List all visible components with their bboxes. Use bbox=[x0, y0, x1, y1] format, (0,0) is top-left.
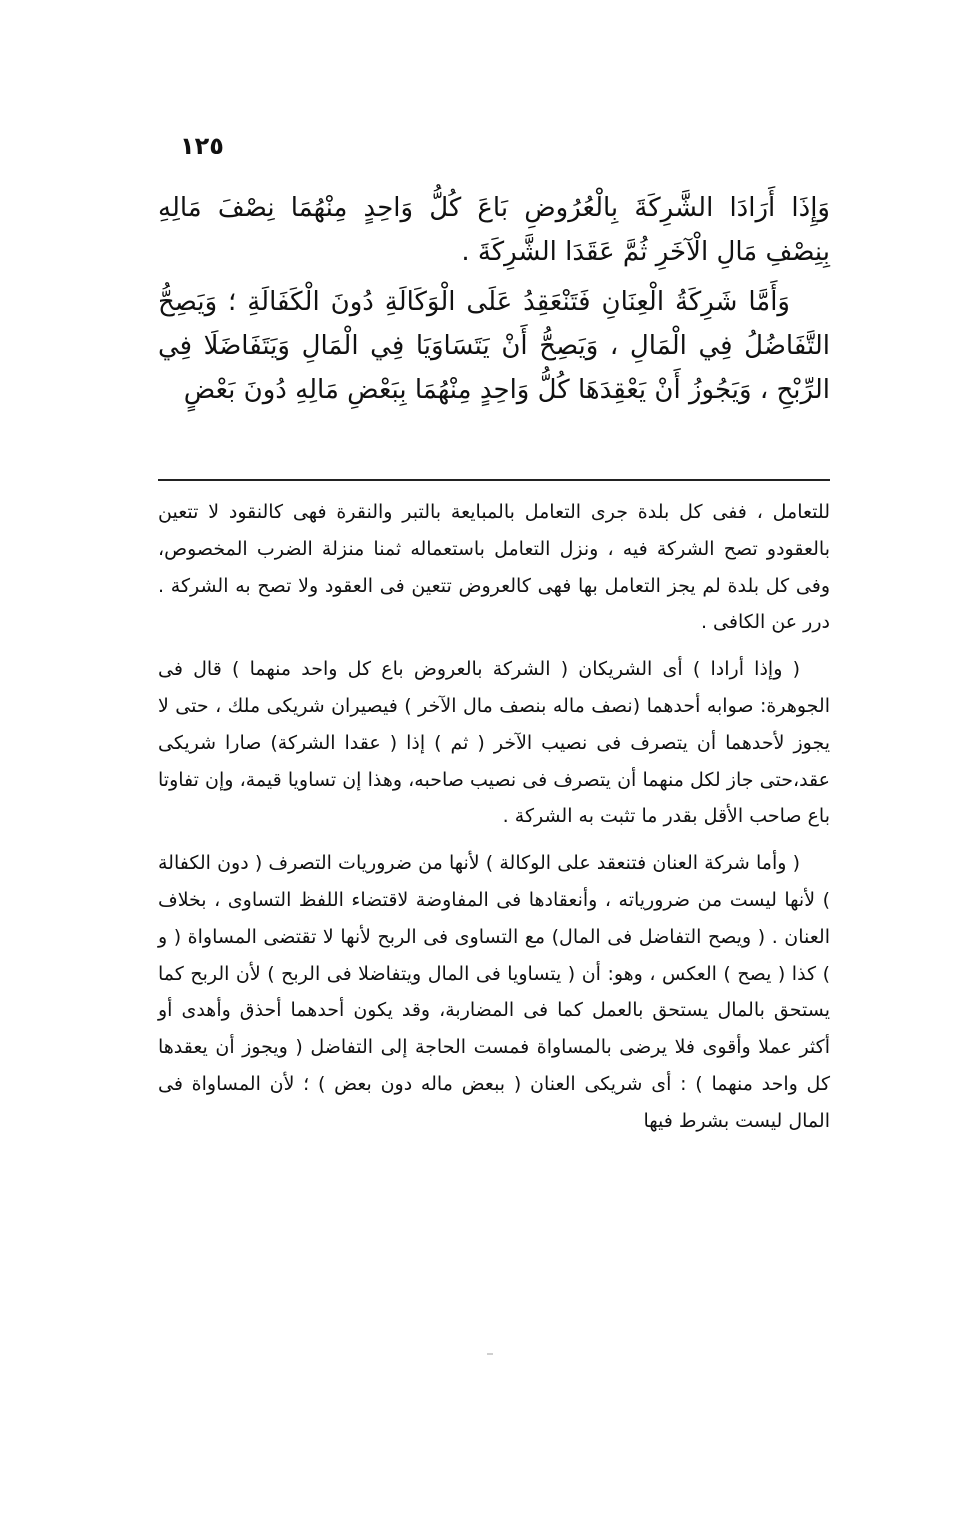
matn-paragraph-1: وَإِذَا أَرَادَا الشَّرِكَةَ بِالْعُرُوضِ بَاعَ كُلُّ وَاحِدٍ مِنْهُمَا نِصْفَ مَالِهِ بِنِصْفِ مَالِ الْآخَرِ ثُمَّ عَقَدَا الشَّرِكَةَ . bbox=[158, 193, 830, 267]
page-number: ١٢٥ bbox=[180, 132, 224, 160]
commentary-paragraph-1: للتعامل ، ففى كل بلدة جرى التعامل بالمبايعة بالتبر والنقرة فهى كالنقود لا تتعين بالعقودو تصح الشركة فيه ، ونزل التعامل باستعماله ثمنا منزلة الضرب المخصوص، وفى كل بلدة لم يجز التعامل بها فهى كالعروض تتعين فى العقود ولا تصح به الشركة . درر عن الكافى . bbox=[158, 501, 830, 634]
page-speck-mark bbox=[487, 1353, 493, 1355]
commentary-paragraph-2: ( وإذا أرادا ) أى الشريكان ( الشركة بالعروض باع كل واحد منهما ) قال فى الجوهرة: صوابه أحدهما (نصف ماله بنصف مال الآخر ) فيصيران شريكى ملك ، حتى لا يجوز لأحدهما أن يتصرف فى نصيب الآخر ( ثم ) إذا ( عقدا الشركة) صارا شريكى عقد،حتى جاز لكل منهما أن يتصرف فى نصيب صاحبه، وهذا إن تساويا قيمة، وإن تفاوتا باع صاحب الأقل بقدر ما تثبت به الشركة . bbox=[158, 658, 830, 828]
matn-paragraph-2: وَأَمَّا شَرِكَةُ الْعِنَانِ فَتَنْعَقِدُ عَلَى الْوَكَالَةِ دُونَ الْكَفَالَةِ ؛ وَيَصِحُّ التَّفَاضُلُ فِي الْمَالِ ، وَيَصِحُّ أَنْ يَتَسَاوَيَا فِي الْمَالِ وَيَتَفَاضَلَا فِي الرِّبْحِ ، وَيَجُوزُ أَنْ يَعْقِدَهَا كُلُّ وَاحِدٍ مِنْهُمَا بِبَعْضِ مَالِهِ دُونَ بَعْضٍ bbox=[158, 287, 830, 405]
commentary-paragraph-3: ( وأما شركة العنان فتنعقد على الوكالة ) لأنها من ضروريات التصرف ( دون الكفالة ) لأنها ليست من ضرورياته ، وأنعقادها فى المفاوضة لاقتضاء اللفظ التساوى ، بخلاف العنان . ( ويصح التفاضل فى المال) مع التساوى فى الربح لأنها لا تقتضى المساواة ( و ) كذا ( يصح ) العكس ، وهو: أن ( يتساويا فى المال ويتفاضلا فى الربح ) لأن الربح كما يستحق بالمال يستحق بالعمل كما فى المضاربة، وقد يكون أحدهما أحذق وأهدى أو أكثر عملا وأقوى فلا يرضى بالمساواة فمست الحاجة إلى التفاضل ( ويجوز أن يعقدها كل واحد منهما ) : أى شريكى العنان ( ببعض ماله دون بعض ) ؛ لأن المساواة فى المال ليست بشرط فيها bbox=[158, 852, 830, 1132]
commentary-text-block bbox=[158, 494, 830, 1150]
main-text-block bbox=[158, 186, 830, 418]
section-divider-line bbox=[158, 479, 830, 481]
